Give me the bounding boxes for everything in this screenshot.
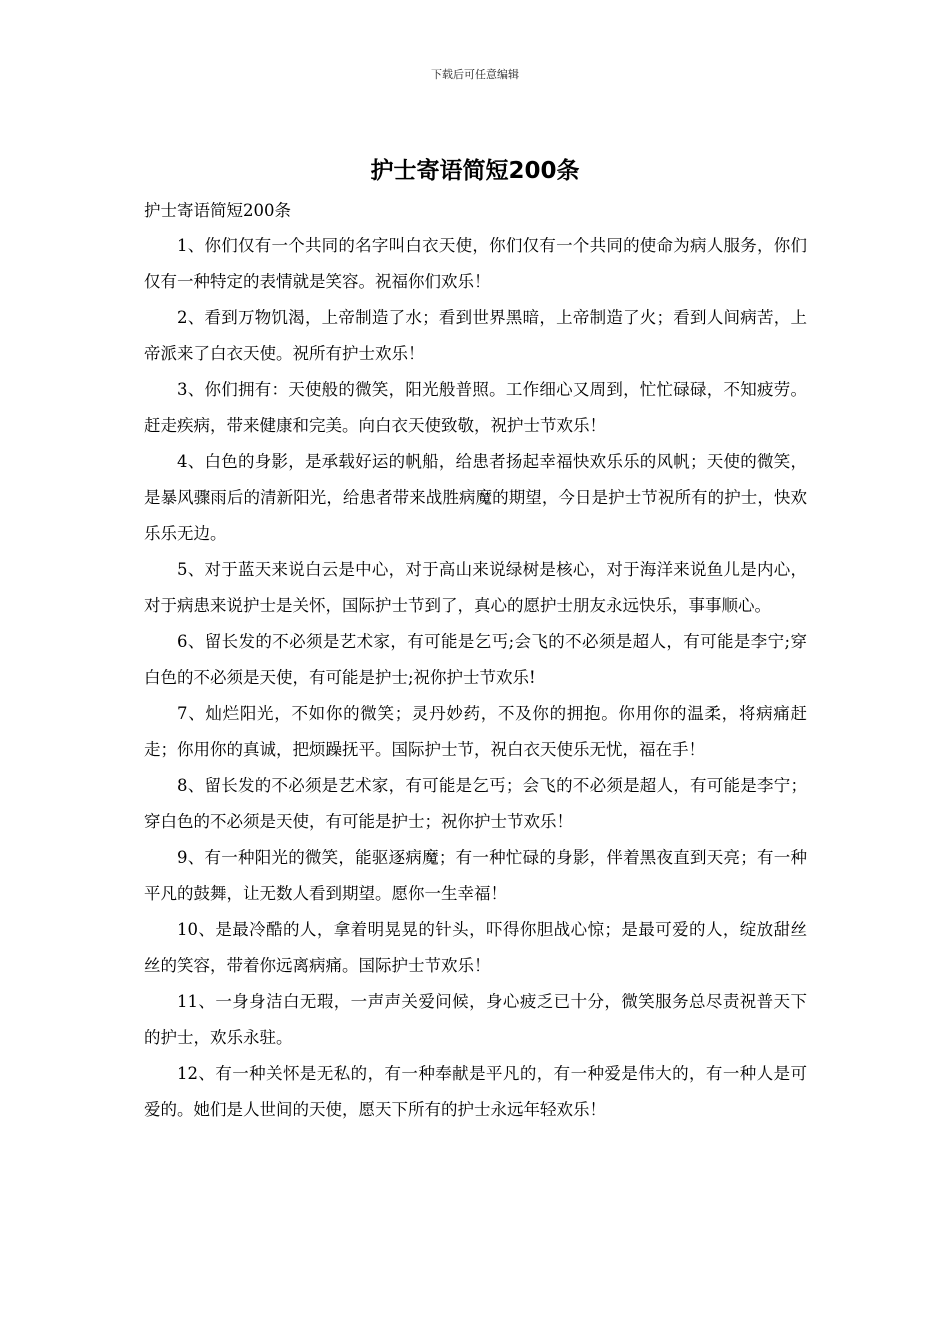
paragraph-6: 6、留长发的不必须是艺术家，有可能是乞丐;会飞的不必须是超人，有可能是李宁;穿白色的不必须是天使，有可能是护士;祝你护士节欢乐!: [144, 632, 807, 687]
paragraph-7: 7、灿烂阳光，不如你的微笑；灵丹妙药，不及你的拥抱。你用你的温柔，将病痛赶走；你用你的真诚，把烦躁抚平。国际护士节，祝白衣天使乐无忧，福在手！: [144, 704, 807, 759]
paragraph-8: 8、留长发的不必须是艺术家，有可能是乞丐；会飞的不必须是超人，有可能是李宁；穿白色的不必须是天使，有可能是护士；祝你护士节欢乐！: [144, 776, 807, 831]
paragraph-12: 12、有一种关怀是无私的，有一种奉献是平凡的，有一种爱是伟大的，有一种人是可爱的。她们是人世间的天使，愿天下所有的护士永远年轻欢乐！: [144, 1064, 807, 1119]
paragraph-9: 9、有一种阳光的微笑，能驱逐病魔；有一种忙碌的身影，伴着黑夜直到天亮；有一种平凡的鼓舞，让无数人看到期望。愿你一生幸福！: [144, 848, 807, 903]
paragraph-11: 11、一身身洁白无瑕，一声声关爱问候，身心疲乏已十分，微笑服务总尽责祝普天下的护士，欢乐永驻。: [144, 992, 807, 1047]
paragraph-3: 3、你们拥有：天使般的微笑，阳光般普照。工作细心又周到，忙忙碌碌，不知疲劳。赶走疾病，带来健康和完美。向白衣天使致敬，祝护士节欢乐！: [144, 380, 807, 435]
document-subtitle: 护士寄语简短200条: [144, 201, 291, 220]
document-body: [144, 196, 807, 1128]
paragraph-4: 4、白色的身影，是承载好运的帆船，给患者扬起幸福快欢乐乐的风帆；天使的微笑，是暴风骤雨后的清新阳光，给患者带来战胜病魔的期望，今日是护士节祝所有的护士，快欢乐乐无边。: [144, 452, 807, 543]
paragraph-2: 2、看到万物饥渴，上帝制造了水；看到世界黑暗，上帝制造了火；看到人间病苦，上帝派来了白衣天使。祝所有护士欢乐！: [144, 308, 807, 363]
paragraph-1: 1、你们仅有一个共同的名字叫白衣天使，你们仅有一个共同的使命为病人服务，你们仅有一种特定的表情就是笑容。祝福你们欢乐！: [144, 236, 807, 291]
page-header-note: 下载后可任意编辑: [431, 68, 519, 81]
paragraph-5: 5、对于蓝天来说白云是中心，对于高山来说绿树是核心，对于海洋来说鱼儿是内心，对于病患来说护士是关怀，国际护士节到了，真心的愿护士朋友永远快乐，事事顺心。: [144, 560, 807, 615]
paragraph-10: 10、是最冷酷的人，拿着明晃晃的针头，吓得你胆战心惊；是最可爱的人，绽放甜丝丝的笑容，带着你远离病痛。国际护士节欢乐！: [144, 920, 807, 975]
document-title: 护士寄语简短200条: [370, 158, 580, 184]
